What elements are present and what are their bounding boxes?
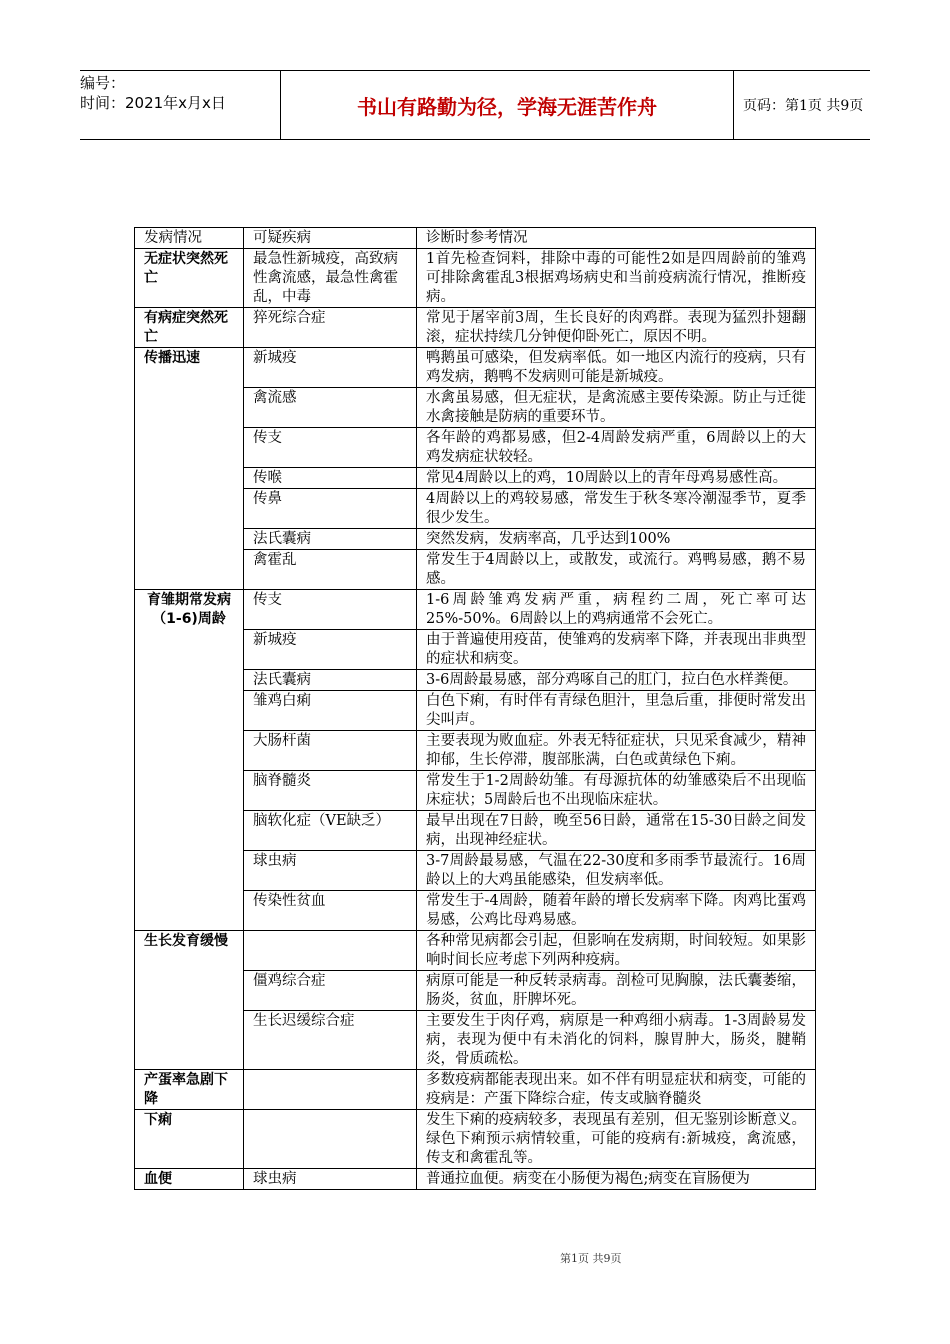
disease-cell: 新城疫 — [244, 348, 417, 388]
page-header — [80, 70, 870, 140]
disease-cell — [244, 931, 417, 971]
reference-cell: 多数疫病都能表现出来。如不伴有明显症状和病变，可能的疫病是：产蛋下降综合症，传支或脑脊髓炎 — [417, 1070, 816, 1110]
symptom-cell: 生长发育缓慢 — [135, 931, 244, 1070]
table-row — [135, 348, 816, 388]
reference-cell: 主要发生于肉仔鸡，病原是一种鸡细小病毒。1-3周龄易发病，表现为便中有未消化的饲料，腺胃肿大，肠炎，腱鞘炎，骨质疏松。 — [417, 1011, 816, 1070]
reference-cell: 鸭鹅虽可感染，但发病率低。如一地区内流行的疫病，只有鸡发病，鹅鸭不发病则可能是新城疫。 — [417, 348, 816, 388]
document-date-label: 时间：2021年x月x日 — [80, 94, 226, 112]
header-meta — [80, 71, 280, 141]
disease-cell — [244, 1070, 417, 1110]
disease-cell: 传支 — [244, 428, 417, 468]
disease-cell: 法氏囊病 — [244, 670, 417, 691]
symptom-cell: 血便 — [135, 1169, 244, 1190]
disease-cell: 脑软化症（VE缺乏） — [244, 811, 417, 851]
reference-cell: 普通拉血便。病变在小肠便为褐色;病变在盲肠便为 — [417, 1169, 816, 1190]
symptom-cell: 产蛋率急剧下降 — [135, 1070, 244, 1110]
reference-cell: 常发生于-4周龄，随着年龄的增长发病率下降。肉鸡比蛋鸡易感，公鸡比母鸡易感。 — [417, 891, 816, 931]
disease-cell: 猝死综合症 — [244, 308, 417, 348]
header-motto: 书山有路勤为径，学海无涯苦作舟 — [280, 71, 734, 139]
disease-cell: 传支 — [244, 590, 417, 630]
reference-cell: 常见于屠宰前3周，生长良好的肉鸡群。表现为猛烈扑翅翻滚，症状持续几分钟便仰卧死亡，原因不明。 — [417, 308, 816, 348]
header-page-number: 页码：第1页 共9页 — [743, 98, 864, 114]
disease-cell: 生长迟缓综合症 — [244, 1011, 417, 1070]
symptom-cell: 无症状突然死亡 — [135, 249, 244, 308]
disease-cell: 僵鸡综合症 — [244, 971, 417, 1011]
reference-cell: 各种常见病都会引起，但影响在发病期，时间较短。如果影响时间长应考虑下列两种疫病。 — [417, 931, 816, 971]
disease-cell: 禽流感 — [244, 388, 417, 428]
table-header-row — [135, 228, 816, 249]
reference-cell: 最早出现在7日龄，晚至56日龄，通常在15-30日龄之间发病，出现神经症状。 — [417, 811, 816, 851]
disease-cell: 禽霍乱 — [244, 550, 417, 590]
column-header-symptom: 发病情况 — [135, 228, 244, 249]
table-row — [135, 1070, 816, 1110]
reference-cell: 病原可能是一种反转录病毒。剖检可见胸腺，法氏囊萎缩，肠炎，贫血，肝脾坏死。 — [417, 971, 816, 1011]
reference-cell: 发生下痢的疫病较多，表现虽有差别，但无鉴别诊断意义。绿色下痢预示病情较重，可能的疫病有:新城疫，禽流感，传支和禽霍乱等。 — [417, 1110, 816, 1169]
table-row — [135, 931, 816, 971]
disease-cell: 新城疫 — [244, 630, 417, 670]
reference-cell: 各年龄的鸡都易感，但2-4周龄发病严重，6周龄以上的大鸡发病症状较轻。 — [417, 428, 816, 468]
disease-cell: 雏鸡白痢 — [244, 691, 417, 731]
diagnosis-table-body — [135, 228, 816, 1190]
symptom-cell: 传播迅速 — [135, 348, 244, 590]
diagnosis-table — [134, 227, 816, 1190]
table-row — [135, 1169, 816, 1190]
reference-cell: 1-6周龄雏鸡发病严重，病程约二周，死亡率可达25%-50%。6周龄以上的鸡病通常不会死亡。 — [417, 590, 816, 630]
page-footer: 第1页 共9页 — [560, 1252, 622, 1265]
reference-cell: 3-6周龄最易感，部分鸡啄自己的肛门，拉白色水样粪便。 — [417, 670, 816, 691]
reference-cell: 3-7周龄最易感，气温在22-30度和多雨季节最流行。16周龄以上的大鸡虽能感染，但发病率低。 — [417, 851, 816, 891]
reference-cell: 突然发病，发病率高，几乎达到100% — [417, 529, 816, 550]
symptom-cell: 有病症突然死亡 — [135, 308, 244, 348]
reference-cell: 主要表现为败血症。外表无特征症状，只见采食减少，精神抑郁，生长停滞，腹部胀满，白色或黄绿色下痢。 — [417, 731, 816, 771]
disease-cell: 传喉 — [244, 468, 417, 489]
table-row — [135, 308, 816, 348]
disease-cell: 球虫病 — [244, 851, 417, 891]
symptom-cell: 育雏期常发病（1-6)周龄 — [135, 590, 244, 931]
disease-cell: 脑脊髓炎 — [244, 771, 417, 811]
reference-cell: 常见4周龄以上的鸡，10周龄以上的青年母鸡易感性高。 — [417, 468, 816, 489]
table-row — [135, 590, 816, 630]
column-header-reference: 诊断时参考情况 — [417, 228, 816, 249]
document-number-label: 编号： — [80, 74, 126, 92]
disease-cell: 传染性贫血 — [244, 891, 417, 931]
disease-cell — [244, 1110, 417, 1169]
reference-cell: 由于普遍使用疫苗，使雏鸡的发病率下降，并表现出非典型的症状和病变。 — [417, 630, 816, 670]
symptom-cell: 下痢 — [135, 1110, 244, 1169]
reference-cell: 1首先检查饲料，排除中毒的可能性2如是四周龄前的雏鸡可排除禽霍乱3根据鸡场病史和当前疫病流行情况，推断疫病。 — [417, 249, 816, 308]
disease-cell: 传鼻 — [244, 489, 417, 529]
reference-cell: 常发生于4周龄以上，或散发，或流行。鸡鸭易感，鹅不易感。 — [417, 550, 816, 590]
reference-cell: 常发生于1-2周龄幼雏。有母源抗体的幼雏感染后不出现临床症状；5周龄后也不出现临床症状。 — [417, 771, 816, 811]
table-row — [135, 249, 816, 308]
table-row — [135, 1110, 816, 1169]
disease-cell: 法氏囊病 — [244, 529, 417, 550]
reference-cell: 白色下痢，有时伴有青绿色胆汁，里急后重，排便时常发出尖叫声。 — [417, 691, 816, 731]
reference-cell: 4周龄以上的鸡较易感，常发生于秋冬寒冷潮湿季节，夏季很少发生。 — [417, 489, 816, 529]
column-header-disease: 可疑疾病 — [244, 228, 417, 249]
disease-cell: 最急性新城疫，高致病性禽流感，最急性禽霍乱，中毒 — [244, 249, 417, 308]
disease-cell: 大肠杆菌 — [244, 731, 417, 771]
reference-cell: 水禽虽易感，但无症状，是禽流感主要传染源。防止与迁徙水禽接触是防病的重要环节。 — [417, 388, 816, 428]
disease-cell: 球虫病 — [244, 1169, 417, 1190]
